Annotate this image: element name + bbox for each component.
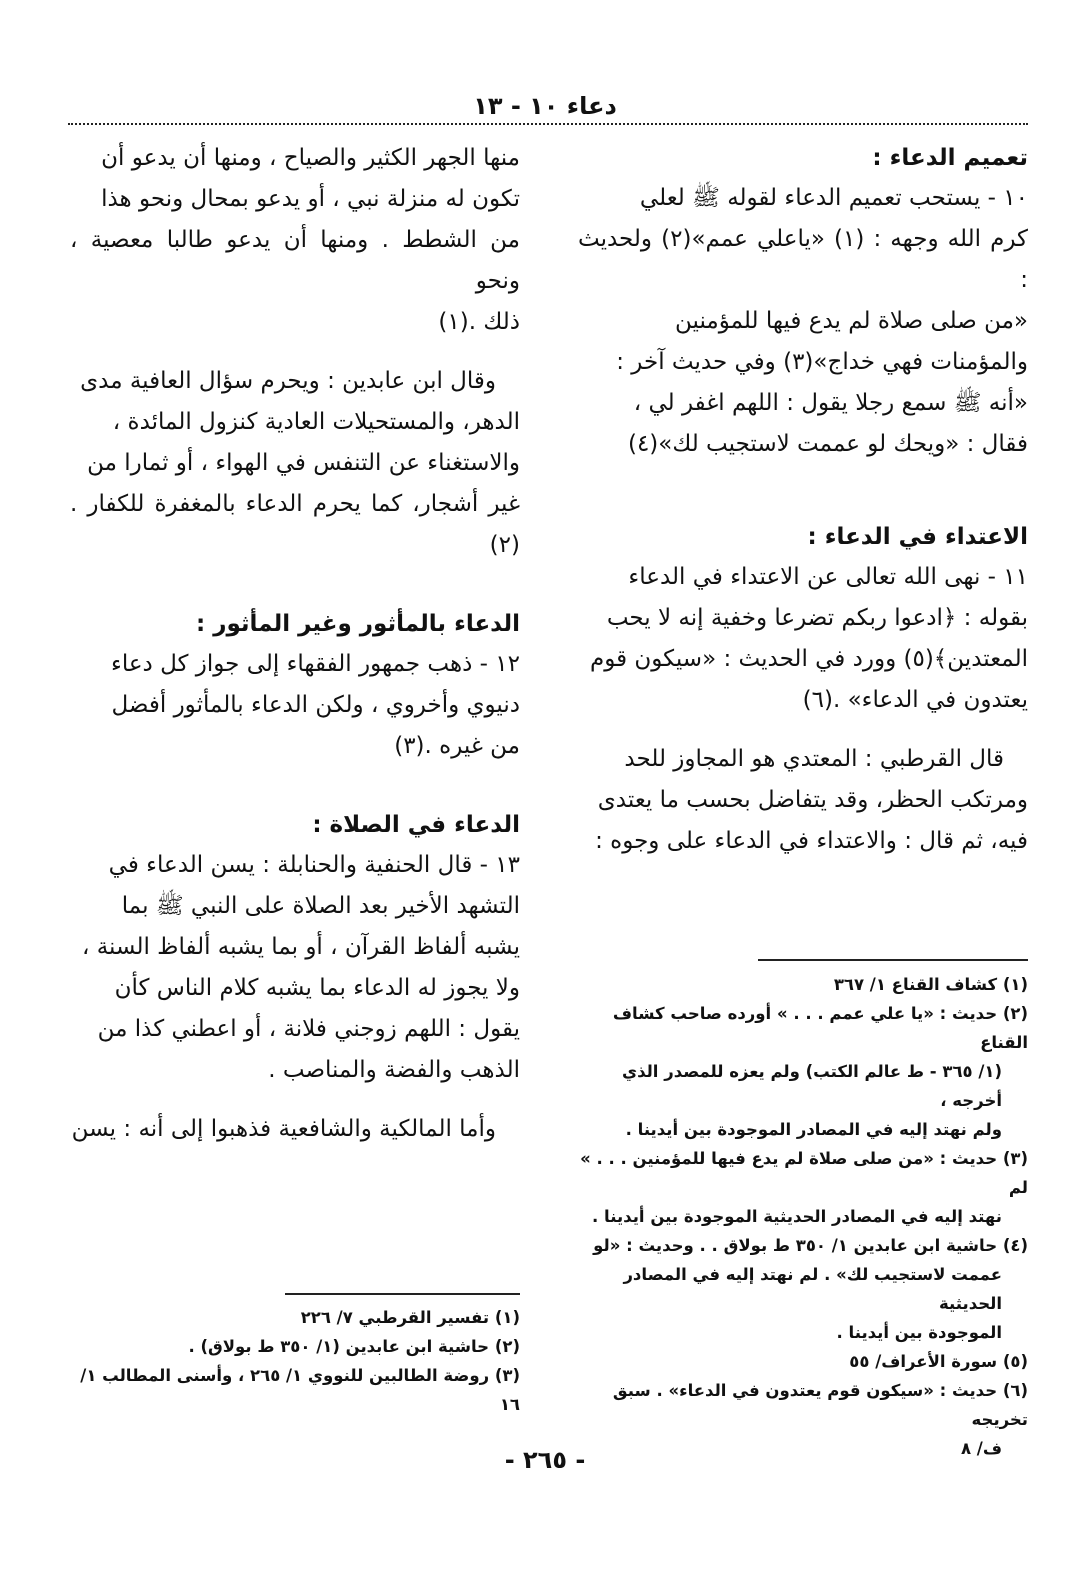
text-line: من غيره .(٣): [394, 733, 520, 759]
text-line: ولا يجوز له الدعاء بما يشبه كلام الناس كأن: [114, 975, 520, 1001]
text-line: قال القرطبي : المعتدي هو المجاوز للحد: [624, 746, 1004, 772]
page-number: - ٢٦٥ -: [504, 1446, 586, 1474]
text-line: دنيوي وأخروي ، ولكن الدعاء بالمأثور أفضل: [111, 692, 520, 718]
footnote: (٤) حاشية ابن عابدين ١/ ٣٥٠ ط بولاق . . وحديث : «لو: [593, 1236, 1028, 1255]
text-line: يشبه ألفاظ القرآن ، أو بما يشبه ألفاظ السنة ،: [81, 934, 520, 960]
text-line: بقوله : ﴿ادعوا ربكم تضرعا وخفية إنه لا يحب: [606, 605, 1028, 631]
paragraph-12: [70, 644, 520, 767]
text-line: والاستغناء عن التنفس في الهواء ، أو ثمارا من: [87, 450, 520, 476]
paragraph-maliki-shafii: [70, 1109, 520, 1150]
paragraph-ibn-abidin: [70, 361, 520, 566]
footnote: (٣) روضة الطالبين للنووي ١/ ٢٦٥ ، وأسنى المطالب ١/ ١٦: [80, 1366, 520, 1414]
text-line: ذلك .(١): [438, 309, 520, 335]
footnote-divider-right: [758, 959, 1028, 961]
text-line: «أنه ﷺ سمع رجلا يقول : اللهم اغفر لي ،: [633, 390, 1028, 416]
paragraph-continuation: [70, 138, 520, 343]
text-line: «من صلى صلاة لم يدع فيها للمؤمنين: [675, 308, 1028, 334]
footnote-continuation: عممت لاستجيب لك» . لم نهتد إليه في المصادر الحديثية: [623, 1265, 1002, 1313]
paragraph-10: [578, 178, 1028, 465]
footnote: (٥) سورة الأعراف/ ٥٥: [849, 1352, 1028, 1371]
text-line: من الشطط . ومنها أن يدعو طالبا معصية ، ونحو: [70, 227, 520, 294]
text-line: الدهر، والمستحيلات العادية كنزول المائدة ،: [112, 409, 520, 435]
left-column: [70, 138, 520, 1150]
text-line: ١٣ - قال الحنفية والحنابلة : يسن الدعاء في: [108, 852, 520, 878]
text-line: فيه، ثم قال : والاعتداء في الدعاء على وجوه :: [595, 828, 1028, 854]
text-line: ١٠ - يستحب تعميم الدعاء لقوله ﷺ لعلي: [639, 185, 1028, 211]
footnote: (٦) حديث : «سيكون قوم يعتدون في الدعاء» . سبق تخريجه: [612, 1381, 1028, 1429]
text-line: يعتدون في الدعاء» .(٦): [802, 687, 1028, 713]
text-line: كرم الله وجهه : (١) «ياعلي عمم»(٢) ولحديث :: [578, 226, 1028, 293]
footnote-continuation: نهتد إليه في المصادر الحديثية الموجودة بين أيدينا .: [592, 1207, 1002, 1226]
text-line: غير أشجار، كما يحرم الدعاء بالمغفرة للكفار .(٢): [70, 491, 520, 558]
header-dotted-divider: [68, 123, 1028, 125]
footnotes-left: [70, 1303, 520, 1419]
footnote: (١) كشاف القناع ١/ ٣٦٧: [833, 975, 1028, 994]
footnote: (١) تفسير القرطبي ٧/ ٢٢٦: [300, 1308, 520, 1327]
text-line: وقال ابن عابدين : ويحرم سؤال العافية مدى: [80, 368, 496, 394]
heading-dua-in-prayer: الدعاء في الصلاة :: [312, 812, 520, 838]
footnote-continuation: الموجودة بين أيدينا .: [836, 1323, 1002, 1342]
text-line: يقول : اللهم زوجني فلانة ، أو اعطني كذا من: [97, 1016, 520, 1042]
footnotes-right: [578, 970, 1028, 1463]
footnote-continuation: ف/ ٨: [960, 1439, 1002, 1458]
footnote-continuation: (١/ ٣٦٥ - ط عالم الكتب) ولم يعزه للمصدر الذي أخرجه ،: [621, 1062, 1002, 1110]
paragraph-qurtubi: [578, 739, 1028, 862]
text-line: المعتدين﴾(٥) وورد في الحديث : «سيكون قوم: [589, 646, 1028, 672]
footnote: (٢) حديث : «يا علي عمم . . . » أورده صاحب كشاف القناع: [612, 1004, 1028, 1052]
paragraph-11: [578, 557, 1028, 721]
text-line: ومرتكب الحظر، وقد يتفاضل بحسب ما يعتدى: [597, 787, 1028, 813]
paragraph-13: [70, 845, 520, 1091]
footnote: (٢) حاشية ابن عابدين (١/ ٣٥٠ ط بولاق) .: [188, 1337, 520, 1356]
right-column: [578, 138, 1028, 862]
footnote: (٣) حديث : «من صلى صلاة لم يدع فيها للمؤمنين . . . » لم: [580, 1149, 1028, 1197]
text-line: التشهد الأخير بعد الصلاة على النبي ﷺ بما: [121, 893, 520, 919]
heading-generalizing-dua: تعميم الدعاء :: [872, 145, 1028, 171]
text-line: تكون له منزلة نبي ، أو يدعو بمحال ونحو هذا: [101, 186, 520, 212]
text-line: الذهب والفضة والمناصب .: [268, 1057, 520, 1083]
text-line: وأما المالكية والشافعية فذهبوا إلى أنه : يسن: [71, 1116, 496, 1142]
text-line: ١١ - نهى الله تعالى عن الاعتداء في الدعاء: [628, 564, 1028, 590]
footnote-divider-left: [285, 1293, 520, 1295]
text-line: فقال : «ويحك لو عممت لاستجيب لك»(٤): [627, 431, 1028, 457]
heading-transgression-in-dua: الاعتداء في الدعاء :: [807, 524, 1028, 550]
heading-mathur-dua: الدعاء بالمأثور وغير المأثور :: [196, 611, 520, 637]
running-header: دعاء ١٠ - ١٣: [473, 92, 617, 120]
text-line: منها الجهر الكثير والصياح ، ومنها أن يدعو أن: [101, 145, 520, 171]
footnote-continuation: ولم نهتد إليه في المصادر الموجودة بين أيدينا .: [625, 1120, 1002, 1139]
text-line: ١٢ - ذهب جمهور الفقهاء إلى جواز كل دعاء: [111, 651, 520, 677]
text-line: والمؤمنات فهي خداج»(٣) وفي حديث آخر :: [616, 349, 1028, 375]
